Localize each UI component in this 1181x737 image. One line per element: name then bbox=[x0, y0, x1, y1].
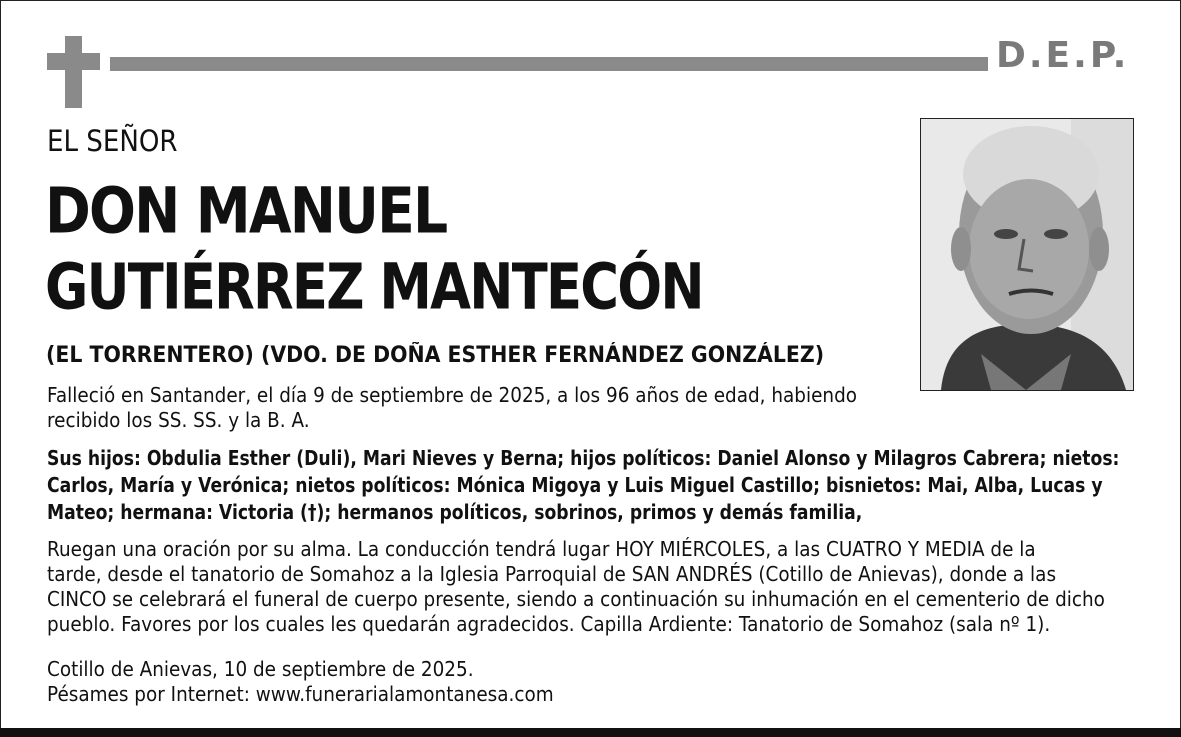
closing-paragraph bbox=[47, 657, 554, 707]
deceased-name-line1: DON MANUEL bbox=[45, 174, 447, 249]
death-line: recibido los SS. SS. y la B. A. bbox=[47, 408, 310, 432]
dep-label: D.E.P. bbox=[996, 35, 1130, 76]
deceased-name-line2: GUTIÉRREZ MANTECÓN bbox=[45, 250, 703, 325]
place-date-line: Cotillo de Anievas, 10 de septiembre de 2025. bbox=[47, 657, 474, 681]
honorific: EL SEÑOR bbox=[47, 124, 178, 158]
portrait-photo bbox=[920, 118, 1134, 391]
prayer-line: pueblo. Favores por los cuales les quedarán agradecidos. Capilla Ardiente: Tanatorio de Somahoz (sala nº 1). bbox=[47, 612, 1051, 636]
prayer-paragraph bbox=[47, 537, 1105, 637]
portrait-image bbox=[921, 119, 1133, 390]
bottom-border bbox=[0, 728, 1181, 737]
prayer-line: tarde, desde el tanatorio de Somahoz a la Iglesia Parroquial de SAN ANDRÉS (Cotillo de Anievas), donde a las bbox=[47, 562, 1057, 586]
family-line: Sus hijos: Obdulia Esther (Duli), Mari Nieves y Berna; hijos políticos: Daniel Alonso y Milagros Cabrera; nietos: bbox=[47, 446, 1120, 470]
condolences-line: Pésames por Internet: www.funerarialamontanesa.com bbox=[47, 682, 554, 706]
cross-icon bbox=[65, 36, 82, 108]
family-line: Carlos, María y Verónica; nietos políticos: Mónica Migoya y Luis Miguel Castillo; bisnietos: Mai, Alba, Lucas y bbox=[47, 473, 1103, 497]
family-line: Mateo; hermana: Victoria (†); hermanos políticos, sobrinos, primos y demás familia, bbox=[47, 500, 863, 524]
death-paragraph bbox=[47, 383, 857, 433]
nickname-widower-line: (EL TORRENTERO) (VDO. DE DOÑA ESTHER FERNÁNDEZ GONZÁLEZ) bbox=[46, 343, 825, 368]
prayer-line: Ruegan una oración por su alma. La conducción tendrá lugar HOY MIÉRCOLES, a las CUATRO Y MEDIA de la bbox=[47, 537, 1036, 561]
death-line: Falleció en Santander, el día 9 de septiembre de 2025, a los 96 años de edad, habiendo bbox=[47, 383, 858, 407]
family-paragraph bbox=[47, 445, 1119, 526]
header-rule bbox=[110, 57, 988, 71]
prayer-line: CINCO se celebrará el funeral de cuerpo presente, siendo a continuación su inhumación en el cementerio de dicho bbox=[47, 587, 1105, 611]
cross-icon-bar bbox=[47, 53, 100, 70]
